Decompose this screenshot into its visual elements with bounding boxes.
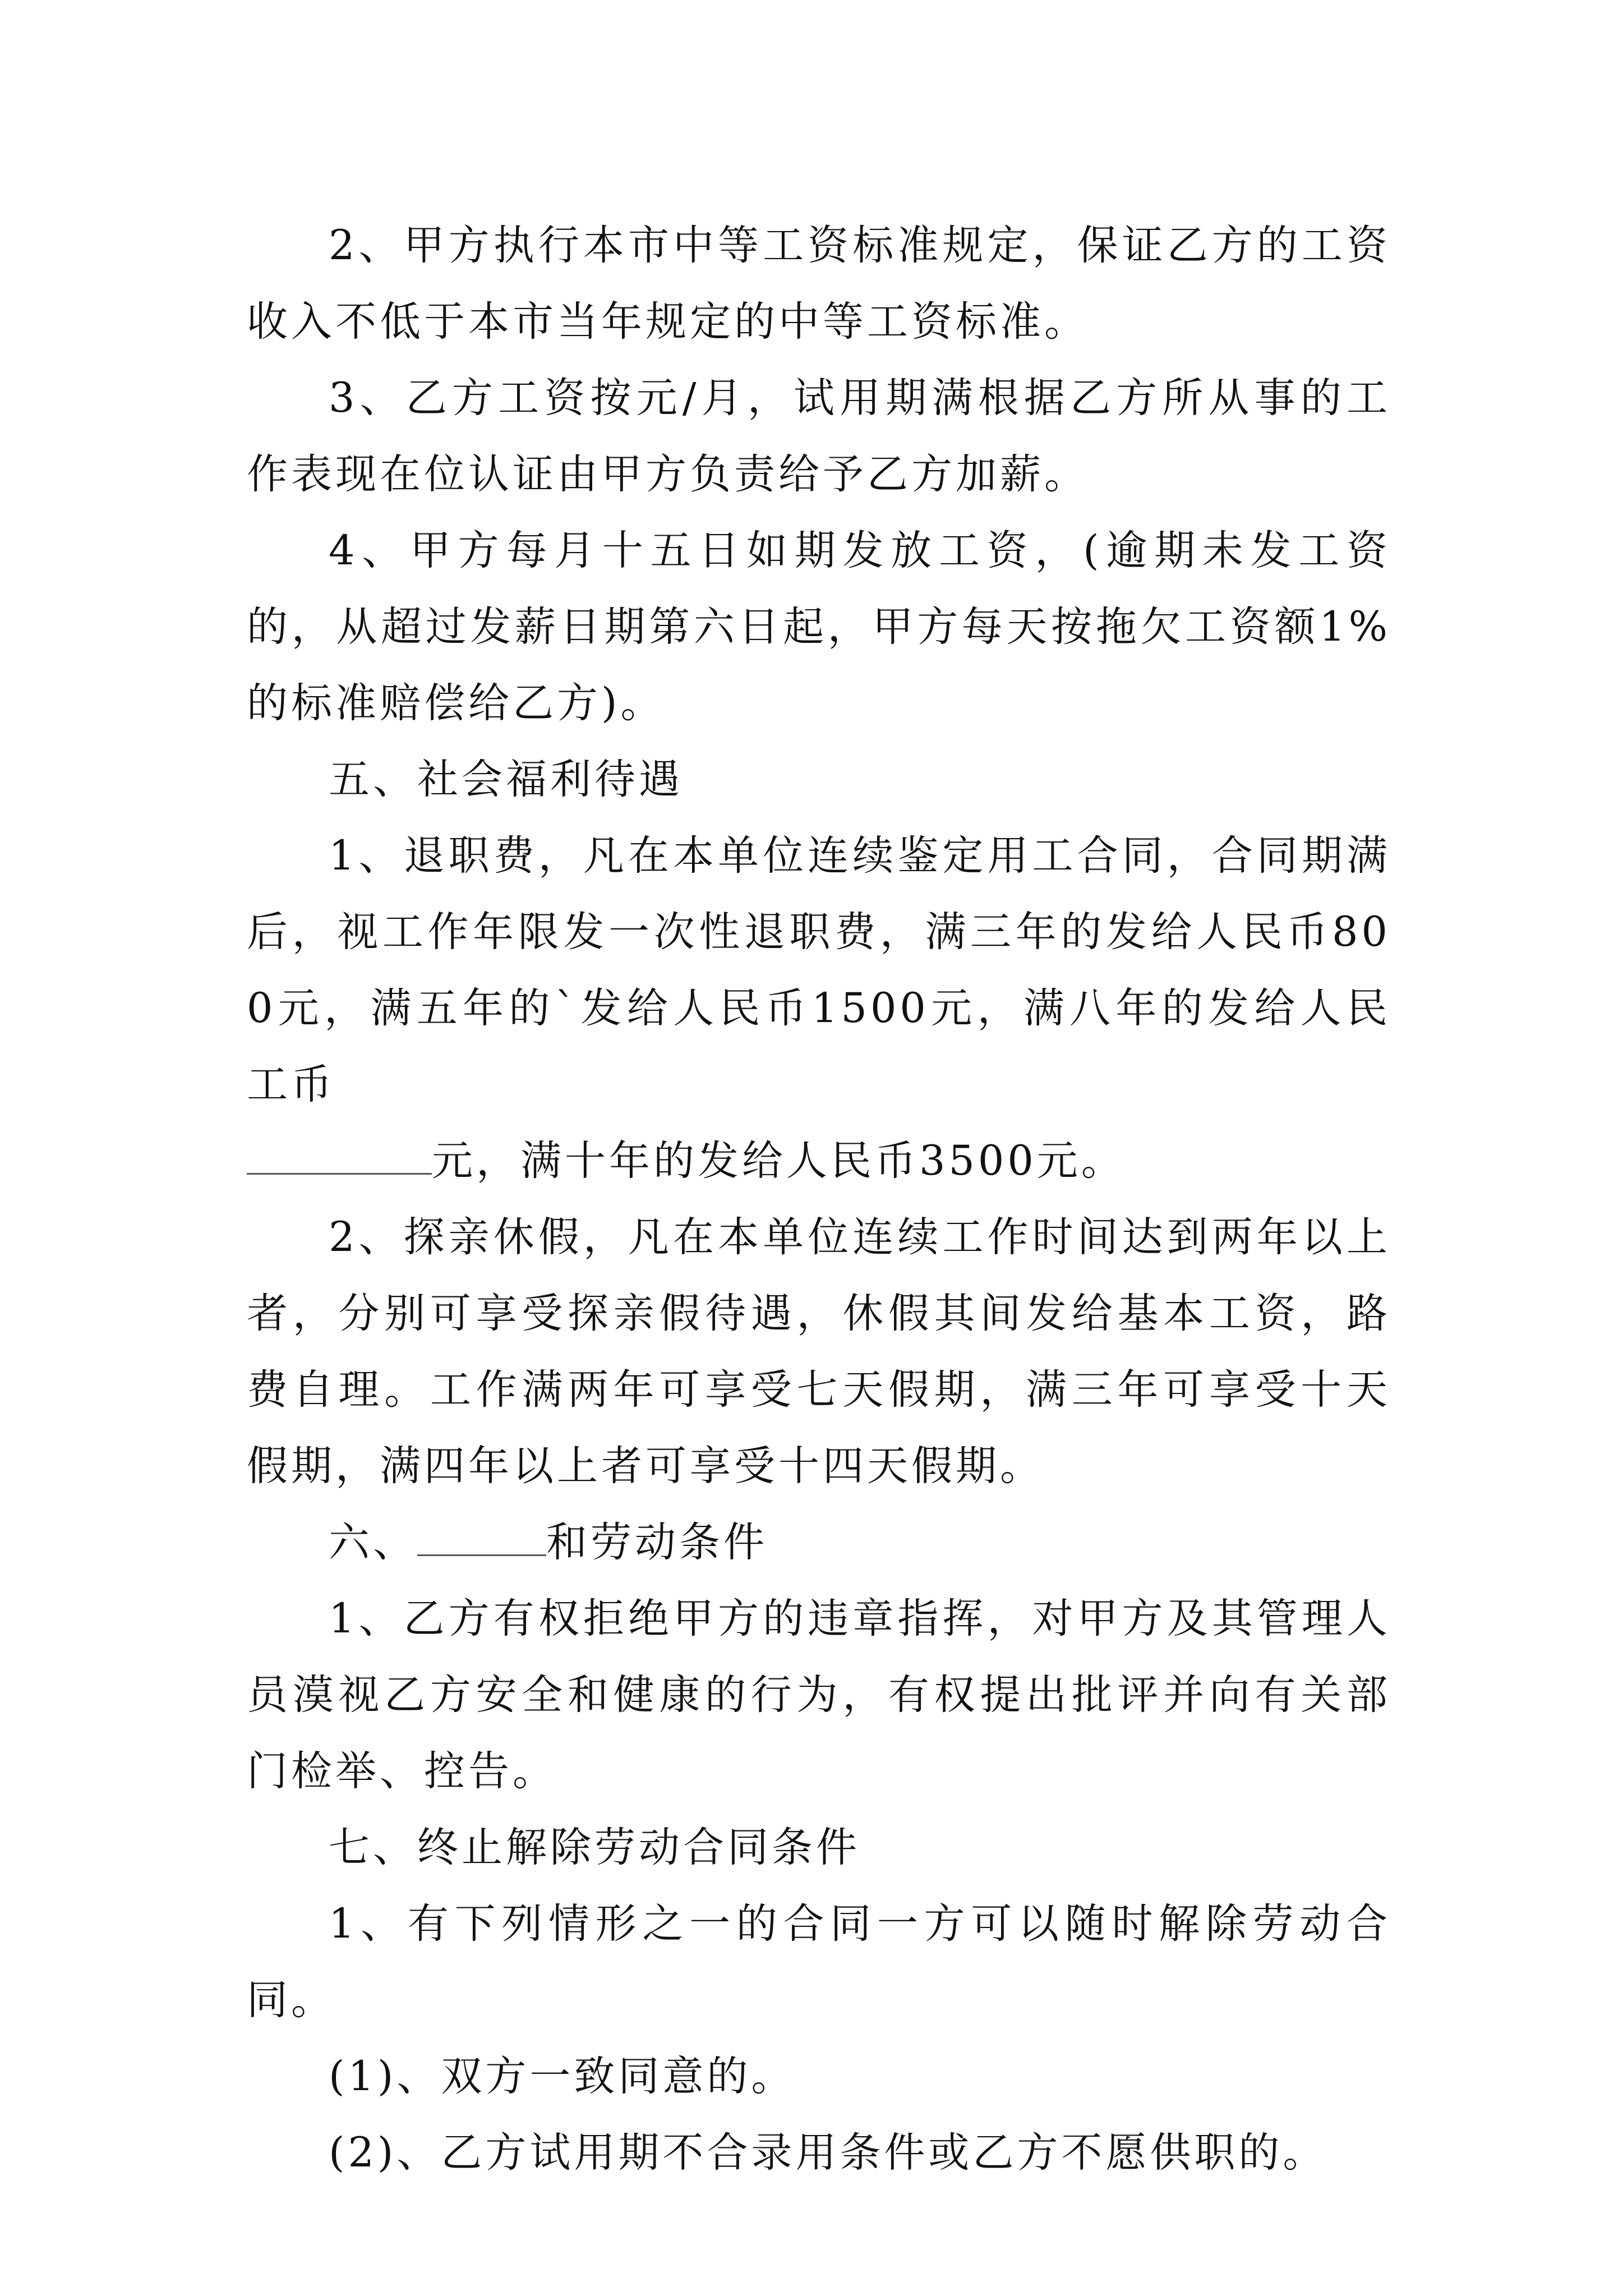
blank-field-labor-heading <box>417 1512 546 1556</box>
paragraph-pay-date: 4、甲方每月十五日如期发放工资，(逾期未发工资的，从超过发薪日期第六日起，甲方每天按拖欠工资额1%的标准赔偿给乙方)。 <box>247 527 1391 727</box>
severance-text-after: 元，满十年的发给人民币3500元。 <box>432 1137 1126 1185</box>
paragraph-wage-standard: 2、甲方执行本市中等工资标准规定，保证乙方的工资收入不低于本市当年规定的中等工资标准。 <box>247 222 1391 346</box>
paragraph-mutual-agreement: (1)、双方一致同意的。 <box>329 2053 796 2100</box>
section-heading-welfare: 五、社会福利待遇 <box>329 756 683 803</box>
section-heading-termination: 七、终止解除劳动合同条件 <box>329 1824 860 1871</box>
paragraph-severance <box>247 818 1391 1199</box>
paragraph-probation-fail: (2)、乙方试用期不合录用条件或乙方不愿供职的。 <box>329 2129 1327 2177</box>
section-heading-labor-conditions <box>247 1504 1391 1581</box>
paragraph-wage-amount: 3、乙方工资按元/月，试用期满根据乙方所从事的工作表现在位认证由甲方负责给予乙方加薪。 <box>247 374 1391 498</box>
paragraph-refuse-orders: 1、乙方有权拒绝甲方的违章指挥，对甲方及其管理人员漠视乙方安全和健康的行为，有权提出批评并向有关部门检举、控告。 <box>247 1595 1391 1795</box>
labor-heading-prefix: 六、 <box>329 1519 417 1566</box>
paragraph-home-leave: 2、探亲休假，凡在本单位连续工作时间达到两年以上者，分别可享受探亲假待遇，休假其间发给基本工资，路费自理。工作满两年可享受七天假期，满三年可享受十天假期，满四年以上者可享受十四天假期。 <box>247 1213 1391 1490</box>
paragraph-termination-cases: 1、有下列情形之一的合同一方可以随时解除劳动合同。 <box>247 1900 1391 2024</box>
document-body <box>247 208 1391 2191</box>
severance-text-before: 1、退职费，凡在本单位连续鉴定用工合同，合同期满后，视工作年限发一次性退职费，满三年的发给人民币800元，满五年的`发给人民币1500元，满八年的发给人民工币 <box>247 832 1391 1108</box>
blank-field-severance <box>247 1130 432 1175</box>
labor-heading-suffix: 和劳动条件 <box>546 1519 768 1566</box>
